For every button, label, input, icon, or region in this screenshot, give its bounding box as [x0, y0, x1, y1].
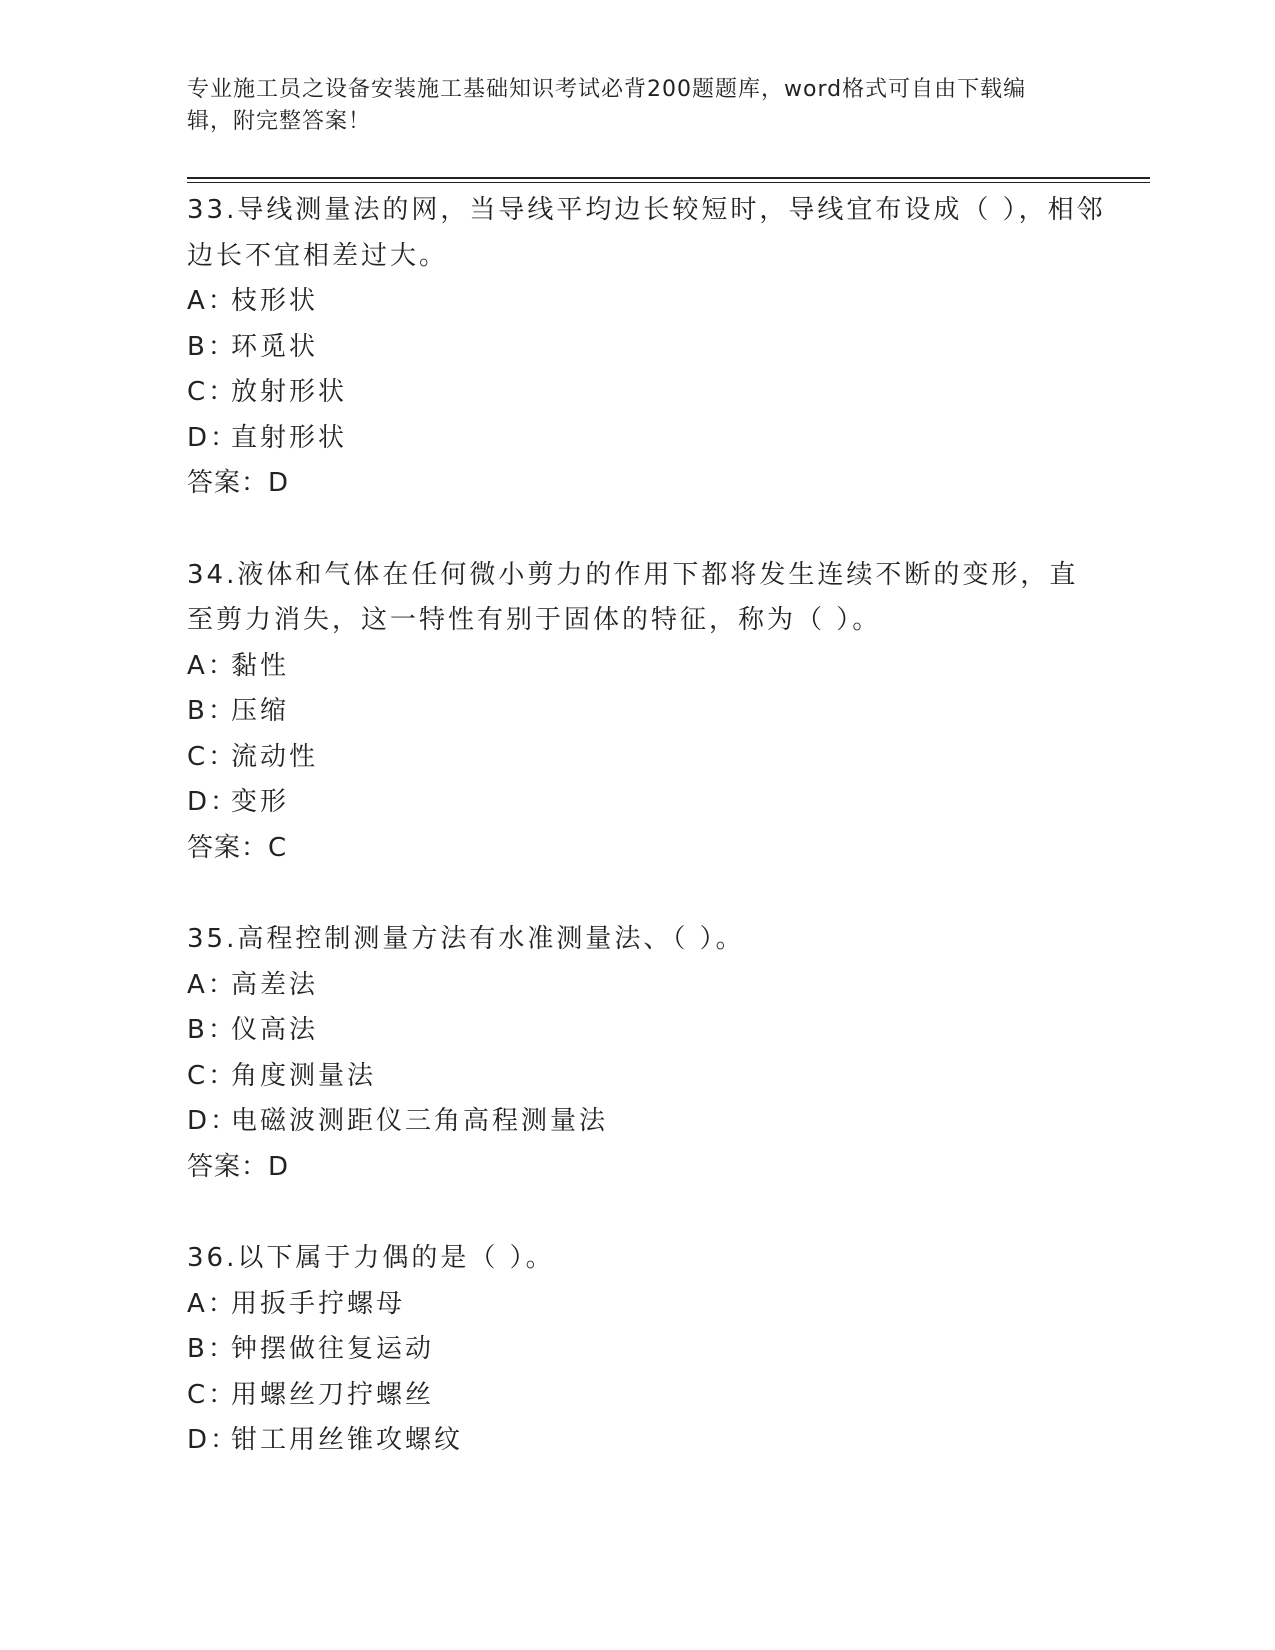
option-b — [187, 325, 1107, 371]
option-text: 电磁波测距仪三角高程测量法 — [231, 1106, 609, 1136]
option-key: B： — [187, 696, 237, 726]
option-key: A： — [187, 969, 237, 1000]
option-d — [187, 416, 1107, 462]
option-text: 黏性 — [231, 650, 290, 681]
option-a — [187, 279, 1107, 325]
question-33 — [187, 188, 1107, 507]
option-b — [187, 689, 1107, 735]
option-text: 钟摆做往复运动 — [231, 1334, 435, 1364]
option-a — [187, 963, 1107, 1009]
question-stem: 34.液体和气体在任何微小剪力的作用下都将发生连续不断的变形，直至剪力消失，这一特性有别于固体的特征，称为（ ）。 — [187, 559, 1079, 635]
header-divider-thick — [187, 177, 1150, 179]
option-key: D： — [187, 422, 240, 453]
option-text: 用螺丝刀拧螺丝 — [231, 1379, 435, 1410]
question-stem: 35.高程控制测量方法有水准测量法、（ ）。 — [187, 924, 745, 954]
option-text: 直射形状 — [231, 422, 348, 453]
option-key: C： — [187, 1060, 238, 1091]
option-key: A： — [187, 286, 237, 316]
option-text: 角度测量法 — [231, 1060, 377, 1091]
option-key: D： — [187, 1425, 240, 1455]
question-list — [187, 188, 1107, 1510]
option-c — [187, 370, 1107, 416]
option-c — [187, 735, 1107, 781]
question-34 — [187, 553, 1107, 872]
option-text: 压缩 — [231, 696, 290, 726]
option-text: 环觅状 — [231, 331, 319, 362]
option-b — [187, 1008, 1107, 1054]
question-35 — [187, 917, 1107, 1190]
option-c — [187, 1373, 1107, 1419]
question-stem: 36.以下属于力偶的是（ ）。 — [187, 1243, 555, 1273]
question-stem: 33.导线测量法的网，当导线平均边长较短时，导线宜布设成（ ），相邻边长不宜相差过大。 — [187, 195, 1106, 271]
option-c — [187, 1054, 1107, 1100]
option-d — [187, 780, 1107, 826]
answer-line: 答案：C — [187, 832, 288, 863]
option-text: 变形 — [231, 787, 290, 817]
option-text: 用扳手拧螺母 — [231, 1288, 406, 1319]
option-key: B： — [187, 331, 237, 362]
option-key: D： — [187, 1106, 240, 1136]
option-key: C： — [187, 1379, 238, 1410]
option-key: B： — [187, 1015, 237, 1045]
option-b — [187, 1327, 1107, 1373]
option-key: A： — [187, 650, 237, 681]
option-text: 放射形状 — [231, 377, 348, 407]
answer-line: 答案：D — [187, 1151, 290, 1182]
option-a — [187, 644, 1107, 690]
option-d — [187, 1418, 1107, 1464]
document-header: 专业施工员之设备安装施工基础知识考试必背200题题库，word格式可自由下载编辑，附完整答案！ — [187, 77, 1027, 134]
answer-line: 答案：D — [187, 468, 290, 498]
option-key: D： — [187, 787, 240, 817]
option-text: 枝形状 — [231, 286, 319, 316]
question-36 — [187, 1236, 1107, 1464]
option-key: B： — [187, 1334, 237, 1364]
option-text: 流动性 — [231, 741, 319, 772]
option-key: C： — [187, 741, 238, 772]
option-key: C： — [187, 377, 238, 407]
header-divider-thin — [187, 182, 1150, 183]
option-text: 高差法 — [231, 969, 319, 1000]
option-key: A： — [187, 1288, 237, 1319]
option-text: 钳工用丝锥攻螺纹 — [231, 1425, 464, 1455]
option-a — [187, 1282, 1107, 1328]
option-text: 仪高法 — [231, 1015, 319, 1045]
option-d — [187, 1099, 1107, 1145]
